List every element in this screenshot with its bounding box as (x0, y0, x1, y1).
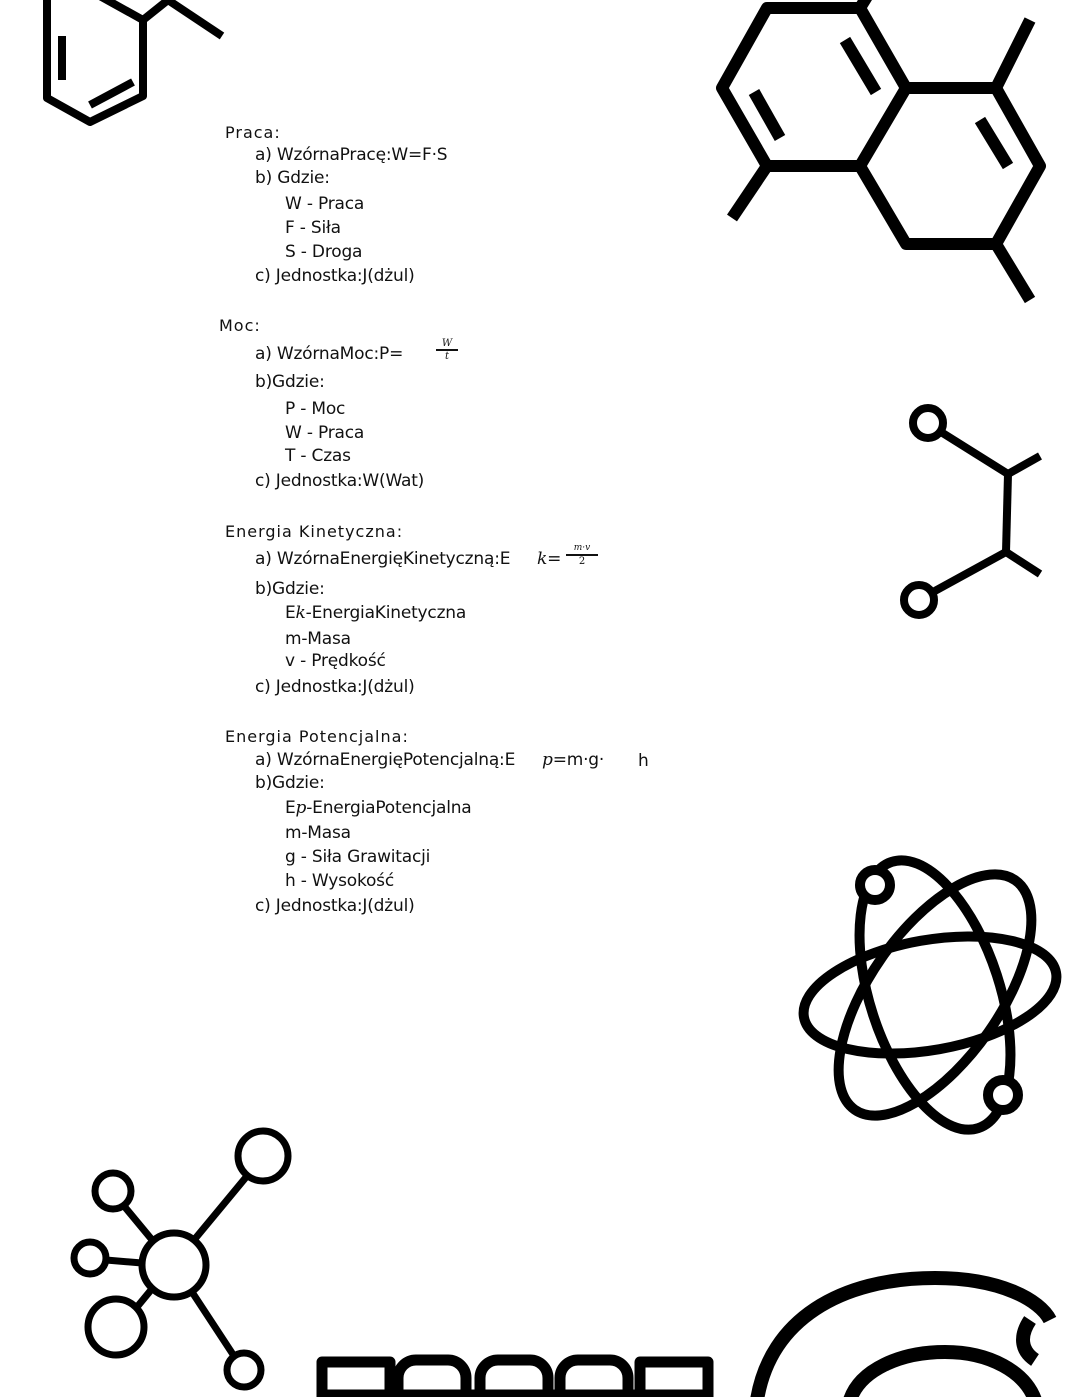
unit-line: c) Jednostka:J(dżul) (255, 896, 415, 916)
fraction (436, 338, 458, 362)
formula-line: a) WzórnaEnergięKinetyczną:E (255, 549, 511, 569)
legend-item: T - Czas (285, 446, 351, 466)
unit-line: c) Jednostka:W(Wat) (255, 471, 425, 491)
legend-item: F - Siła (285, 218, 341, 238)
naphthalene-icon (722, 0, 1040, 300)
legend-item: Ek-EnergiaKinetyczna (285, 603, 467, 623)
where-label: b) Gdzie: (255, 168, 330, 188)
formula-line: a) WzórnaEnergięPotencjalną:E (255, 750, 516, 770)
formula-prefix: a) (255, 145, 277, 165)
unit-line: c) Jednostka:J(dżul) (255, 677, 415, 697)
legend-item: m-Masa (285, 823, 351, 843)
legend-item: g - Siła Grawitacji (285, 847, 431, 867)
legend-item: m-Masa (285, 629, 351, 649)
where-label: b)Gdzie: (255, 773, 325, 793)
formula-line: a) WzórnaMoc:P= (255, 344, 404, 364)
where-label: b)Gdzie: (255, 579, 325, 599)
formula-subscript: k= (537, 549, 562, 569)
legend-item: S - Droga (285, 242, 363, 262)
formula-tail: p=m·g· (542, 750, 605, 770)
spiral-icon (757, 1278, 1050, 1397)
legend-item: h - Wysokość (285, 871, 394, 891)
legend-item: W - Praca (285, 194, 365, 214)
legend-item: W - Praca (285, 423, 365, 443)
fraction-denominator: t (444, 350, 450, 362)
legend-item: Ep-EnergiaPotencjalna (285, 798, 472, 818)
section-title: Energia Kinetyczna: (225, 522, 404, 541)
atom-icon (794, 842, 1068, 1148)
legend-item: P - Moc (285, 399, 346, 419)
benzene-ring-icon (47, 0, 222, 122)
where-label: b)Gdzie: (255, 372, 325, 392)
legend-item: v - Prędkość (285, 651, 386, 671)
fraction-numerator: W (441, 338, 453, 349)
fraction-denominator: 2 (578, 555, 586, 567)
molecule-network-icon (74, 1131, 288, 1387)
formula-line (255, 145, 447, 165)
fraction (566, 543, 598, 567)
formula-h: h (638, 751, 649, 771)
section-title: Moc: (219, 316, 261, 335)
unit-line: c) Jednostka:J(dżul) (255, 266, 415, 286)
molecule-chain-icon (904, 408, 1040, 615)
fraction-numerator: m·v (573, 543, 591, 553)
chain-links-icon (322, 1360, 708, 1397)
section-title: Praca: (225, 123, 281, 142)
formula-text: WzórnaPracę:W=F·S (276, 145, 448, 165)
section-title: Energia Potencjalna: (225, 727, 409, 746)
